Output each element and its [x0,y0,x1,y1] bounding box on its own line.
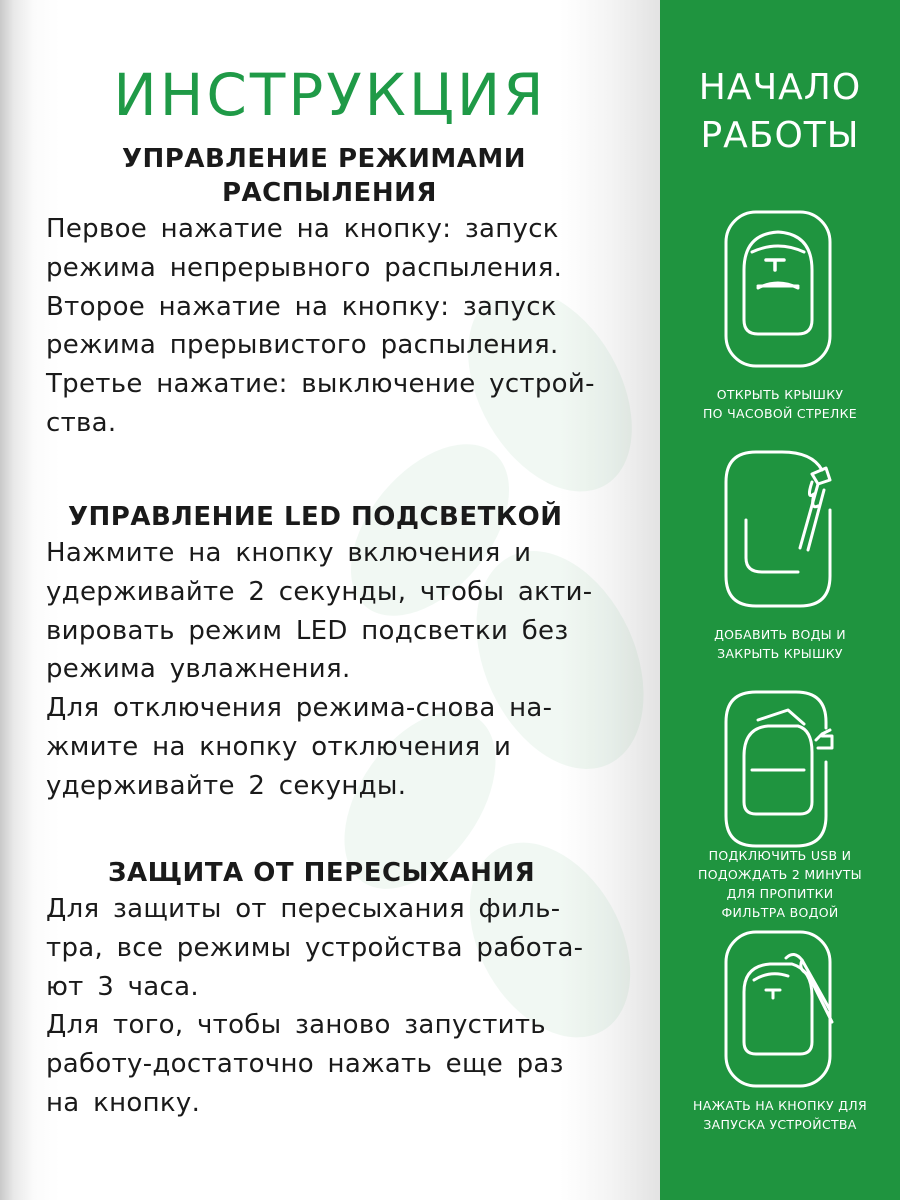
add-water-icon [722,450,834,610]
body-line: Первое нажатие на кнопку: запуск [46,214,559,244]
body-line: режима увлажнения. [46,654,351,685]
body-line: Третье нажатие: выключение устрой- [46,369,595,400]
body-line: Для того, чтобы заново запустить [46,1010,546,1041]
body-line: на кнопку. [46,1087,201,1118]
usb-connect-icon [722,690,834,850]
section-body [46,210,630,443]
step-caption-line: ПОДКЛЮЧИТЬ USB И [708,848,852,863]
section-body [46,534,630,806]
open-lid-icon [722,210,834,370]
step-caption-line: ПОДОЖДАТЬ 2 МИНУТЫ [698,867,862,882]
body-line: Для защиты от пересыхания филь- [46,894,561,924]
step-caption-line: ЗАКРЫТЬ КРЫШКУ [717,646,843,661]
section-title [46,500,630,534]
body-line: тра, все режимы устройства работа- [46,932,584,963]
step-caption-line: ДОБАВИТЬ ВОДЫ И [714,627,846,642]
step-caption-line: ОТКРЫТЬ КРЫШКУ [716,387,844,402]
body-line: жмите на кнопку отключения и [46,731,512,762]
section-body [46,890,630,1123]
body-line: работу-достаточно нажать еще раз [46,1049,564,1080]
step-caption [660,385,900,423]
body-line: Второе нажатие на кнопку: запуск [46,291,557,322]
section-led-backlight [46,500,630,806]
step-caption [660,625,900,663]
getting-started-title-line: РАБОТЫ [700,115,860,156]
section-title-line: УПРАВЛЕНИЕ РЕЖИМАМИ [122,144,527,174]
section-title-line: УПРАВЛЕНИЕ LED ПОДСВЕТКОЙ [68,502,563,532]
body-line: вировать режим LED подсветки без [46,615,569,646]
body-line: Для отключения режима-снова на- [46,693,553,724]
body-line: ют 3 часа. [46,971,199,1002]
step-caption-line: ФИЛЬТРА ВОДОЙ [721,905,839,920]
section-dry-protection [46,856,630,1123]
getting-started-title [660,64,900,160]
body-line: Нажмите на кнопку включения и [46,538,532,568]
step-caption-line: ПО ЧАСОВОЙ СТРЕЛКЕ [702,406,857,421]
page-title: ИНСТРУКЦИЯ [113,61,547,129]
press-button-icon [722,930,834,1090]
step-caption [660,846,900,922]
step-caption-line: ДЛЯ ПРОПИТКИ [726,886,834,901]
step-caption-line: НАЖАТЬ НА КНОПКУ ДЛЯ [693,1098,867,1113]
getting-started-title-line: НАЧАЛО [698,67,862,108]
getting-started-panel [660,0,900,1200]
body-line: ства. [46,407,117,438]
section-title [46,142,630,210]
step-caption-line: ЗАПУСКА УСТРОЙСТВА [703,1117,857,1132]
section-spray-modes [46,142,630,443]
section-title [46,856,630,890]
body-line: режима непрерывного распыления. [46,252,563,283]
body-line: удерживайте 2 секунды. [46,770,407,801]
body-line: удерживайте 2 секунды, чтобы акти- [46,576,593,607]
section-title-line: ЗАЩИТА ОТ ПЕРЕСЫХАНИЯ [108,858,536,888]
section-title-line: РАСПЫЛЕНИЯ [222,178,437,208]
body-line: режима прерывистого распыления. [46,330,559,361]
step-caption [660,1096,900,1134]
